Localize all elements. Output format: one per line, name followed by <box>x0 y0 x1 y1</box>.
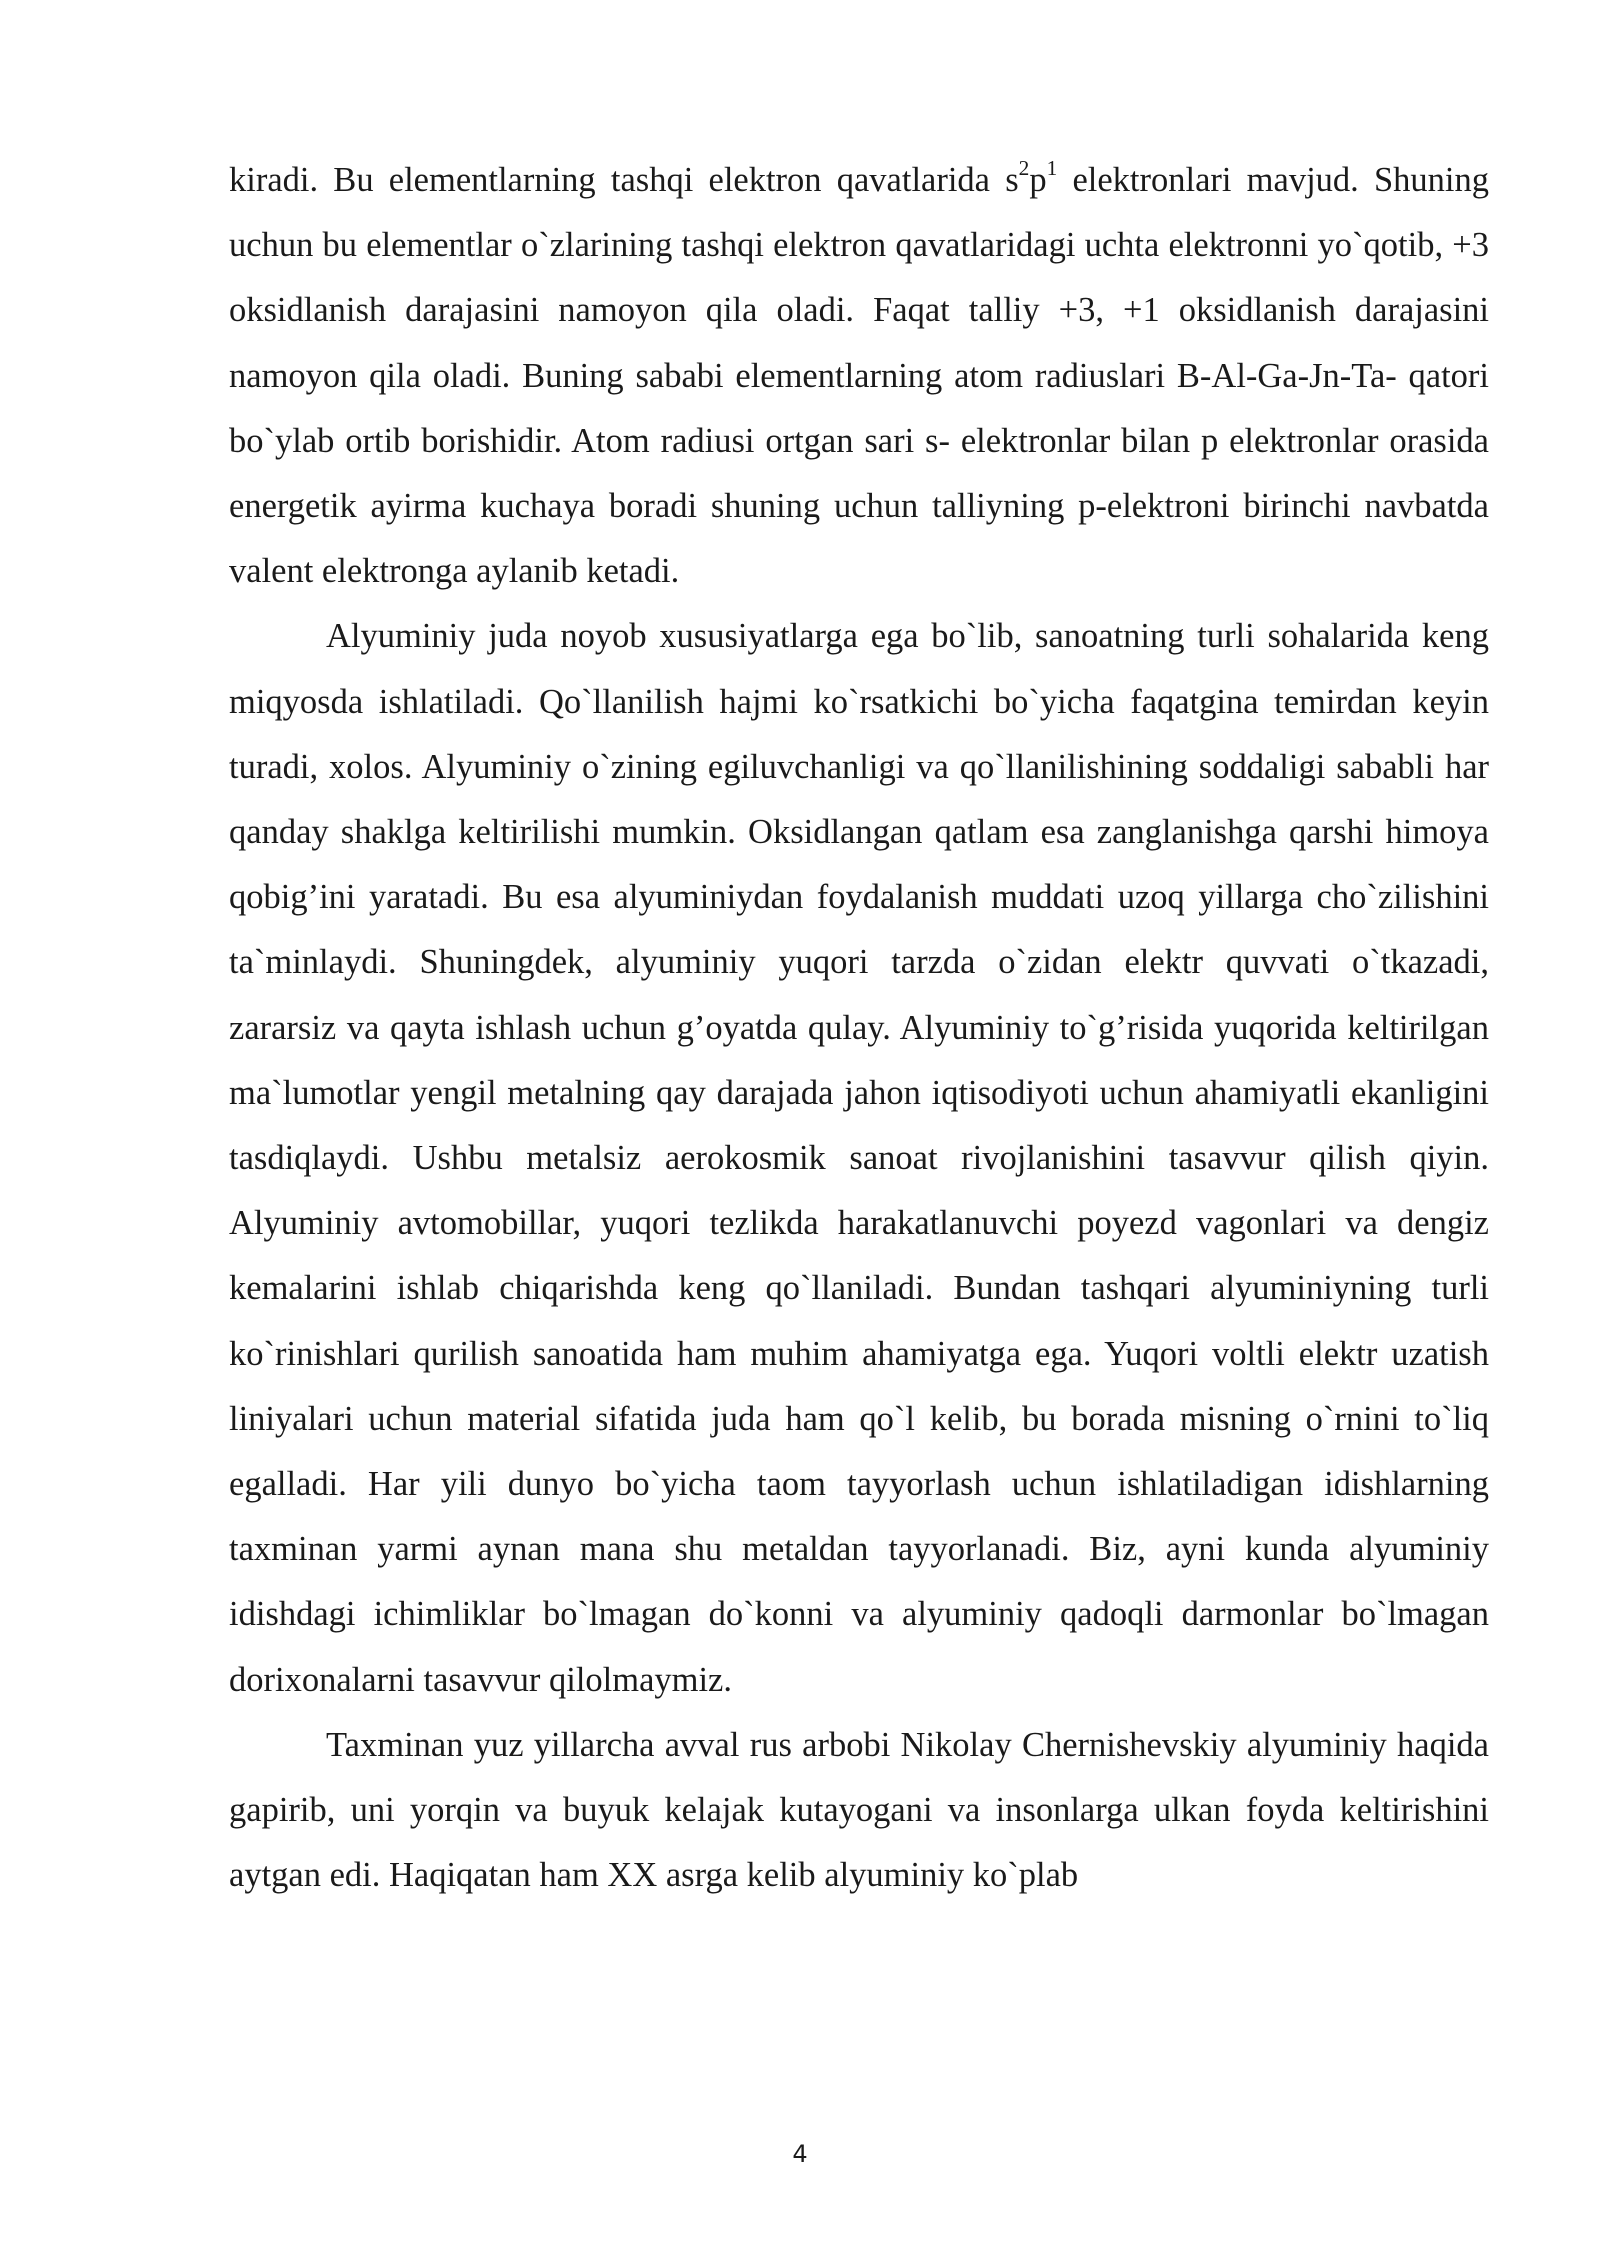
paragraph-3 <box>229 1713 1489 1909</box>
superscript-2: 2 <box>1018 155 1030 180</box>
superscript-1: 1 <box>1046 155 1058 180</box>
paragraph-1-text-c: elektronlari mavjud. Shuning uchun bu elementlar o`zlarining tashqi elektron qavatlaridagi uchta elektronni yo`qotib, +3 oksidlanish darajasini namoyon qila oladi. Faqat talliy +3, +1 oksidlanish darajasini namoyon qila oladi. Buning sababi elementlarning atom radiuslari B-Al-Ga-Jn-Ta- qatori bo`ylab ortib borishidir. Atom radiusi ortgan sari s- elektronlar bilan p elektronlar orasida energetik ayirma kuchaya boradi shuning uchun talliyning p-elektroni birinchi navbatda valent elektronga aylanib ketadi. <box>229 161 1490 591</box>
paragraph-3-text: Taxminan yuz yillarcha avval rus arbobi Nikolay Chernishevskiy alyuminiy haqida gapirib, uni yorqin va buyuk kelajak kutayogani va insonlarga ulkan foyda keltirishini aytgan edi. Haqiqatan ham XX asrga kelib alyuminiy ko`plab <box>229 1725 1489 1895</box>
page-number: 4 <box>792 2140 808 2168</box>
paragraph-2-text: Alyuminiy juda noyob xususiyatlarga ega bo`lib, sanoatning turli sohalarida keng miqyosda ishlatiladi. Qo`llanilish hajmi ko`rsatkichi bo`yicha faqatgina temirdan keyin turadi, xolos. Alyuminiy o`zining egiluvchanligi va qo`llanilishining soddaligi sababli har qanday shaklga keltirilishi mumkin. Oksidlangan qatlam esa zanglanishga qarshi himoya qobig’ini yaratadi. Bu esa alyuminiydan foydalanish muddati uzoq yillarga cho`zilishini ta`minlaydi. Shuningdek, alyuminiy yuqori tarzda o`zidan elektr quvvati o`tkazadi, zararsiz va qayta ishlash uchun g’oyatda qulay. Alyuminiy to`g’risida yuqorida keltirilgan ma`lumotlar yengil metalning qay darajada jahon iqtisodiyoti uchun ahamiyatli ekanligini tasdiqlaydi. Ushbu metalsiz aerokosmik sanoat rivojlanishini tasavvur qilish qiyin. Alyuminiy avtomobillar, yuqori tezlikda harakatlanuvchi poyezd vagonlari va dengiz kemalarini ishlab chiqarishda keng qo`llaniladi. Bundan tashqari alyuminiyning turli ko`rinishlari qurilish sanoatida ham muhim ahamiyatga ega. Yuqori voltli elektr uzatish liniyalari uchun material sifatida juda ham qo`l kelib, bu borada misning o`rnini to`liq egalladi. Har yili dunyo bo`yicha taom tayyorlash uchun ishlatiladigan idishlarning taxminan yarmi aynan mana shu metaldan tayyorlanadi. Biz, ayni kunda alyuminiy idishdagi ichimliklar bo`lmagan do`konni va alyuminiy qadoqli darmonlar bo`lmagan dorixonalarni tasavvur qilolmaymiz. <box>229 617 1489 1699</box>
paragraph-1-text-b: p <box>1029 161 1047 199</box>
paragraph-1 <box>229 148 1489 604</box>
paragraph-1-text-a: kiradi. Bu elementlarning tashqi elektron qavatlarida s <box>229 161 1019 199</box>
page-body <box>229 148 1489 1908</box>
paragraph-2 <box>229 604 1489 1712</box>
